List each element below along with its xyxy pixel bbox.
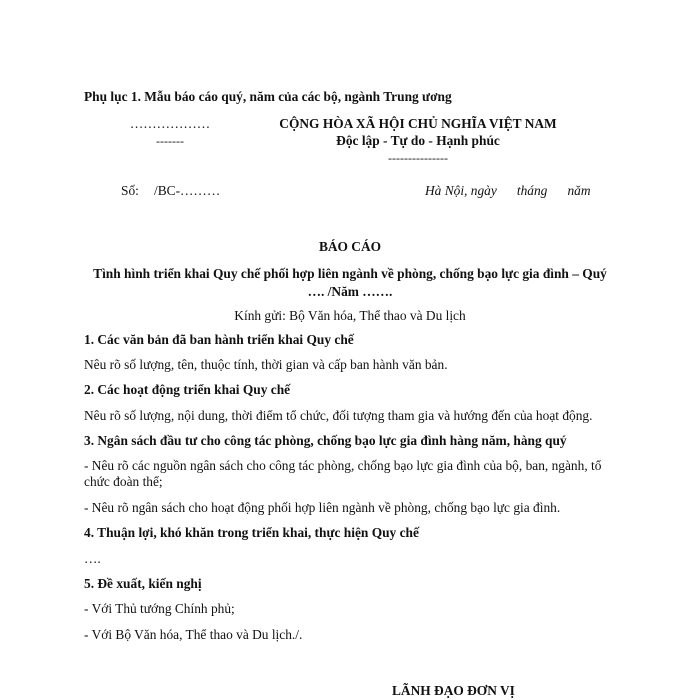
section-4-heading: 4. Thuận lợi, khó khăn trong triển khai, thực hiện Quy chế xyxy=(84,525,419,540)
section-3-heading: 3. Ngân sách đầu tư cho công tác phòng, chống bạo lực gia đình hàng năm, hàng quý xyxy=(84,433,567,448)
agency-placeholder: ……………… xyxy=(129,116,211,131)
appendix-title: Phụ lục 1. Mẫu báo cáo quý, năm của các bộ, ngành Trung ương xyxy=(84,89,452,104)
section-3-item-2: - Nêu rõ ngân sách cho hoạt động phối hợp liên ngành về phòng, chống bạo lực gia đình. xyxy=(84,500,561,515)
section-3-item-1-line-1: - Nêu rõ các nguồn ngân sách cho công tác phòng, chống bạo lực gia đình của bộ, ban, ngành, tổ xyxy=(84,458,602,473)
national-motto: Độc lập - Tự do - Hạnh phúc xyxy=(336,133,500,148)
document-number-value: /BC-……… xyxy=(154,183,221,198)
report-subtitle-line2: …. /Năm ……. xyxy=(307,284,393,299)
section-3-item-1-line-2: chức đoàn thể; xyxy=(84,474,163,489)
motto-dash-line: --------------- xyxy=(388,151,448,165)
signature-title: LÃNH ĐẠO ĐƠN VỊ xyxy=(392,683,515,698)
document-number-label: Số: xyxy=(121,183,139,198)
section-1-text: Nêu rõ số lượng, tên, thuộc tính, thời gian và cấp ban hành văn bản. xyxy=(84,357,448,372)
section-2-text: Nêu rõ số lượng, nội dung, thời điểm tổ chức, đối tượng tham gia và hướng đến của hoạt động. xyxy=(84,408,593,423)
report-title: BÁO CÁO xyxy=(318,239,382,254)
agency-dash-line: ------- xyxy=(156,134,184,148)
place-and-date: Hà Nội, ngày tháng năm xyxy=(425,183,591,198)
section-4-text: …. xyxy=(84,551,101,566)
section-2-heading: 2. Các hoạt động triển khai Quy chế xyxy=(84,382,291,397)
report-subtitle-line1: Tình hình triển khai Quy chế phối hợp liên ngành về phòng, chống bạo lực gia đình – Quý xyxy=(93,266,607,281)
section-1-heading: 1. Các văn bản đã ban hành triển khai Quy chế xyxy=(84,332,354,347)
country-name: CỘNG HÒA XÃ HỘI CHỦ NGHĨA VIỆT NAM xyxy=(279,116,557,131)
report-recipient: Kính gửi: Bộ Văn hóa, Thể thao và Du lịch xyxy=(234,308,466,323)
section-5-item-1: - Với Thủ tướng Chính phủ; xyxy=(84,601,235,616)
section-5-item-2: - Với Bộ Văn hóa, Thể thao và Du lịch./. xyxy=(84,627,303,642)
section-5-heading: 5. Đề xuất, kiến nghị xyxy=(84,576,202,591)
